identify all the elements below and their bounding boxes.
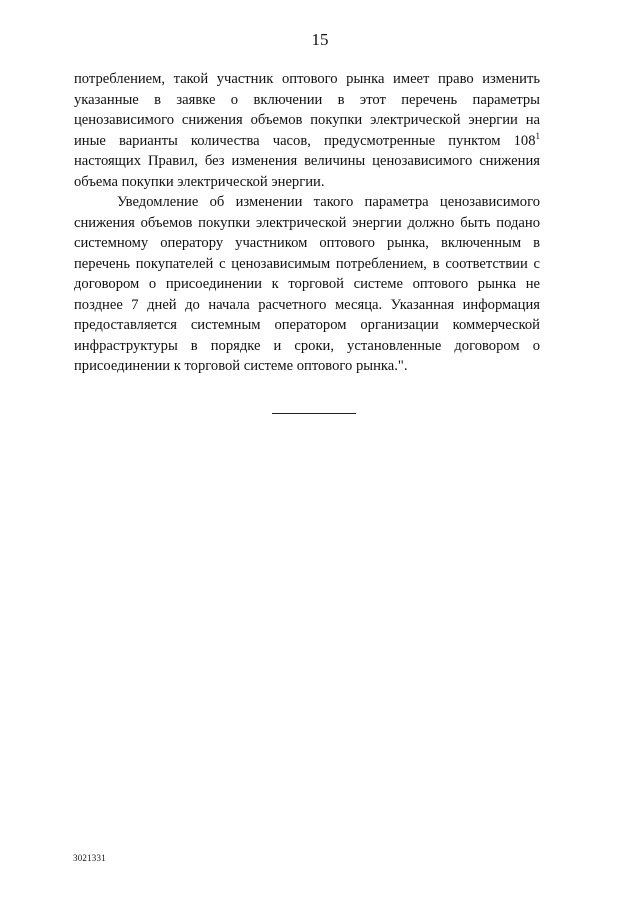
document-body (74, 69, 540, 377)
page-number: 15 (311, 30, 329, 49)
paragraph-1 (74, 69, 540, 192)
footnote-superscript: 1 (535, 130, 540, 141)
end-of-text-divider (272, 413, 356, 414)
paragraph-1-continuation: настоящих Правил, без изменения величины ценозависимого снижения объема покупки электрической энергии. (74, 153, 540, 190)
paragraph-1-text: потреблением, такой участник оптового рынка имеет право изменить указанные в заявке о включении в этот перечень параметры ценозависимого снижения объемов покупки электрической энергии на иные варианты количества часов, предусмотренные пунктом 108 (74, 71, 540, 149)
document-code: 3021331 (73, 853, 106, 863)
paragraph-2: Уведомление об изменении такого параметра ценозависимого снижения объемов покупки электрической энергии должно быть подано системному оператору участником оптового рынка, включенным в перечень покупателей с ценозависимым потреблением, в соответствии с договором о присоединении к торговой системе оптового рынка не позднее 7 дней до начала расчетного месяца. Указанная информация предоставляется системным оператором организации коммерческой инфраструктуры в порядке и сроки, установленные договором о присоединении к торговой системе оптового рынка.". (74, 194, 540, 374)
